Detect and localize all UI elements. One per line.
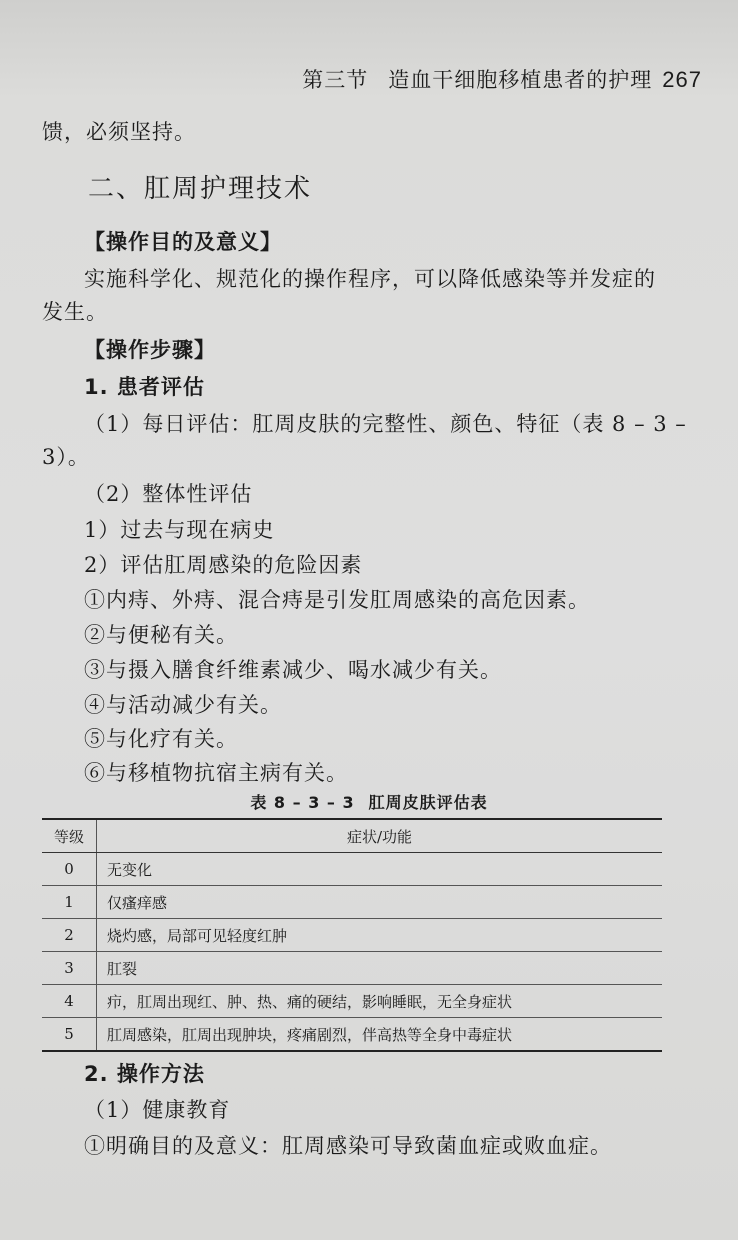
paragraph-line: （1）每日评估：肛周皮肤的完整性、颜色、特征（表 8 – 3 – [84, 412, 687, 436]
column-header-grade: 等级 [42, 819, 97, 853]
symptom-cell: 烧灼感，局部可见轻度红肿 [97, 919, 663, 952]
paragraph-line: 发生。 [42, 300, 108, 324]
running-header [302, 64, 702, 94]
assessment-table [42, 818, 662, 1052]
list-item: ②与便秘有关。 [84, 623, 238, 647]
list-item: （2）整体性评估 [84, 482, 253, 506]
step-title: 2. 操作方法 [84, 1062, 205, 1086]
section-heading: 二、肛周护理技术 [88, 174, 313, 204]
symptom-cell: 无变化 [97, 853, 663, 886]
paragraph-line: 实施科学化、规范化的操作程序，可以降低感染等并发症的 [84, 267, 656, 291]
list-item: ①明确目的及意义：肛周感染可导致菌血症或败血症。 [84, 1134, 612, 1158]
table-row [42, 853, 662, 886]
table-caption-title: 肛周皮肤评估表 [368, 793, 488, 812]
symptom-cell: 肛周感染，肛周出现肿块，疼痛剧烈，伴高热等全身中毒症状 [97, 1018, 663, 1052]
grade-cell: 5 [42, 1018, 97, 1052]
list-item: （1）健康教育 [84, 1098, 231, 1122]
table-row [42, 919, 662, 952]
table-row [42, 985, 662, 1018]
header-title: 造血干细胞移植患者的护理 [388, 68, 653, 92]
step-title: 1. 患者评估 [84, 375, 205, 399]
grade-cell: 3 [42, 952, 97, 985]
table-caption-number: 表 8 – 3 – 3 [250, 793, 355, 812]
list-item: ①内痔、外痔、混合痔是引发肛周感染的高危因素。 [84, 588, 590, 612]
paragraph-line: 3）。 [42, 445, 90, 469]
page-number: 267 [662, 67, 702, 92]
table-row [42, 952, 662, 985]
list-item: ③与摄入膳食纤维素减少、喝水减少有关。 [84, 658, 502, 682]
grade-cell: 1 [42, 886, 97, 919]
header-section: 第三节 [302, 68, 369, 92]
table-row [42, 1018, 662, 1052]
subheading-purpose: 【操作目的及意义】 [84, 230, 282, 254]
grade-cell: 4 [42, 985, 97, 1018]
list-item: 1）过去与现在病史 [84, 518, 275, 542]
subheading-steps: 【操作步骤】 [84, 338, 216, 362]
grade-cell: 0 [42, 853, 97, 886]
table-caption [0, 790, 738, 813]
symptom-cell: 肛裂 [97, 952, 663, 985]
paragraph-line: 馈，必须坚持。 [42, 120, 196, 144]
symptom-cell: 仅瘙痒感 [97, 886, 663, 919]
symptom-cell: 疖，肛周出现红、肿、热、痛的硬结，影响睡眠，无全身症状 [97, 985, 663, 1018]
list-item: ⑥与移植物抗宿主病有关。 [84, 761, 348, 785]
list-item: 2）评估肛周感染的危险因素 [84, 553, 363, 577]
list-item: ⑤与化疗有关。 [84, 727, 238, 751]
grade-cell: 2 [42, 919, 97, 952]
table-row [42, 886, 662, 919]
table-header-row [42, 819, 662, 853]
list-item: ④与活动减少有关。 [84, 693, 282, 717]
column-header-symptom: 症状/功能 [97, 819, 663, 853]
